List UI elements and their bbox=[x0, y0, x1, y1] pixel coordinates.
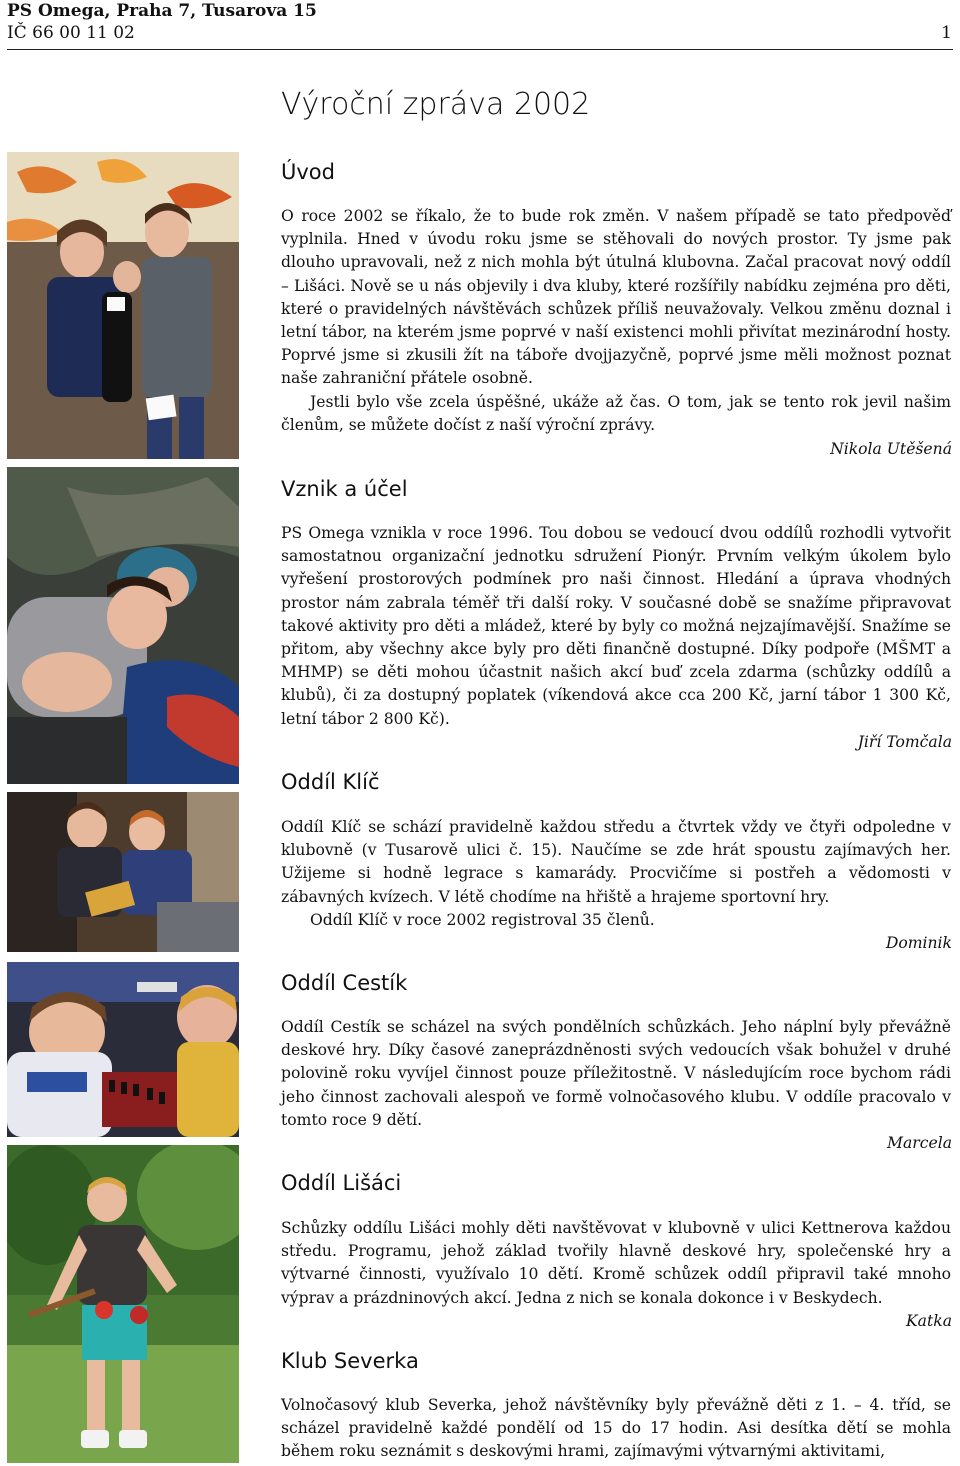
page-number: 1 bbox=[941, 23, 952, 43]
photo-children-card-game bbox=[7, 792, 239, 952]
photo-boy-juggling bbox=[7, 1145, 239, 1463]
paragraph: Oddíl Cestík se scházel na svých pondělních schůzkách. Jeho náplní byly převážně deskové hry. Díky časové zaneprázdněnosti svých vedoucích však bohužel v druhé polovině roku vyvíjel činnost pouze příležitostně. V následujícím roce bychom rádi jeho činnost zachovali alespoň ve formě volnočasového klubu. V oddíle pracovalo v tomto roce 9 dětí. bbox=[281, 1018, 951, 1129]
section-heading-klic: Oddíl Klíč bbox=[281, 770, 380, 794]
page-title: Výroční zpráva 2002 bbox=[281, 87, 591, 122]
paragraph: Oddíl Klíč v roce 2002 registroval 35 členů. bbox=[310, 910, 655, 929]
section-body-uvod bbox=[281, 205, 951, 437]
section-heading-vznik: Vznik a účel bbox=[281, 477, 408, 501]
section-heading-severka: Klub Severka bbox=[281, 1349, 419, 1373]
section-heading-lisaci: Oddíl Lišáci bbox=[281, 1171, 402, 1195]
header-ico: IČ 66 00 11 02 bbox=[7, 23, 135, 43]
photo-children-sleeping bbox=[7, 467, 239, 784]
section-body-vznik bbox=[281, 522, 951, 731]
photo-children-board-game bbox=[7, 962, 239, 1137]
photo-children-reading bbox=[7, 152, 239, 459]
paragraph: Jestli bylo vše zcela úspěšné, ukáže až čas. O tom, jak se tento rok jevil našim členům, se můžete dočíst z naší výroční zprávy. bbox=[281, 392, 951, 434]
paragraph: Volnočasový klub Severka, jehož návštěvníky byly převážně děti z 1. – 4. tříd, se scházel pravidelně každé pondělí od 15 do 17 hodin. Asi desítka dětí se mohla během roku seznámit s deskovými hrami, zajímavými výtvarnými aktivitami, bbox=[281, 1396, 951, 1461]
section-body-severka bbox=[281, 1394, 951, 1464]
section-body-lisaci bbox=[281, 1217, 951, 1310]
paragraph: PS Omega vznikla v roce 1996. Tou dobou se vedoucí dvou oddílů rozhodli vytvořit samostatnou organizační jednotku sdružení Pionýr. Prvním velkým úkolem bylo vyřešení prostorových podmínek pro naši činnost. Hledání a úprava vhodných prostor nám zabrala téměř tři další roky. V současné době se snažíme připravovat takové aktivity pro děti a mládež, které by byly co možná nejzajímavější. Snažíme se přitom, aby všechny akce byly pro děti finančně dostupné. Díky podpoře (MŠMT a MHMP) se děti mohou účastnit našich akcí buď zcela zdarma (schůzky oddílů a klubů), či za dostupný poplatek (víkendová akce cca 200 Kč, jarní tábor 1 300 Kč, letní tábor 2 800 Kč). bbox=[281, 524, 951, 728]
signature-uvod: Nikola Utěšená bbox=[830, 440, 952, 458]
paragraph: Schůzky oddílu Lišáci mohly děti navštěvovat v klubovně v ulici Kettnerova každou středu. Programu, jehož základ tvořily hlavně deskové hry, společenské hry a výtvarné činnosti, využívalo 10 dětí. Kromě schůzek oddíl připravil také mnoho výprav a prázdninových akcí. Jedna z nich se konala dokonce i v Beskydech. bbox=[281, 1219, 951, 1307]
signature-klic: Dominik bbox=[885, 934, 952, 952]
header-rule bbox=[7, 49, 953, 50]
signature-cestik: Marcela bbox=[887, 1134, 952, 1152]
signature-vznik: Jiří Tomčala bbox=[857, 733, 952, 751]
header-organization: PS Omega, Praha 7, Tusarova 15 bbox=[7, 1, 317, 21]
section-body-klic bbox=[281, 816, 951, 932]
paragraph: O roce 2002 se říkalo, že to bude rok změn. V našem případě se tato předpověď vyplnila. Hned v úvodu roku jsme se stěhovali do nových prostor. Ty jsme pak dlouho upravovali, než z nich mohla být útulná klubovna. Začal pracovat nový oddíl – Lišáci. Nově se u nás objevily i dva kluby, které rozšířily nabídku zejména pro děti, které o pravidelných návštěvách schůzek příliš neuvažovaly. Velkou změnu doznal i letní tábor, na kterém jsme poprvé v naší existenci mohli přivítat mezinárodní hosty. Poprvé jsme si zkusili žít na táboře dvojjazyčně, poprvé jsme měli možnost poznat naše zahraniční přátele osobně. bbox=[281, 207, 951, 388]
section-heading-uvod: Úvod bbox=[281, 160, 335, 184]
section-heading-cestik: Oddíl Cestík bbox=[281, 971, 408, 995]
signature-lisaci: Katka bbox=[906, 1312, 952, 1330]
section-body-cestik bbox=[281, 1016, 951, 1132]
paragraph: Oddíl Klíč se schází pravidelně každou středu a čtvrtek vždy ve čtyři odpoledne v klubovně (v Tusarově ulici č. 15). Naučíme se zde hrát spoustu zajímavých her. Užijeme si hodně legrace s kamarády. Procvičíme si postřeh a vědomosti v zábavných kvízech. V létě chodíme na hřiště a hrajeme sportovní hry. bbox=[281, 818, 951, 906]
